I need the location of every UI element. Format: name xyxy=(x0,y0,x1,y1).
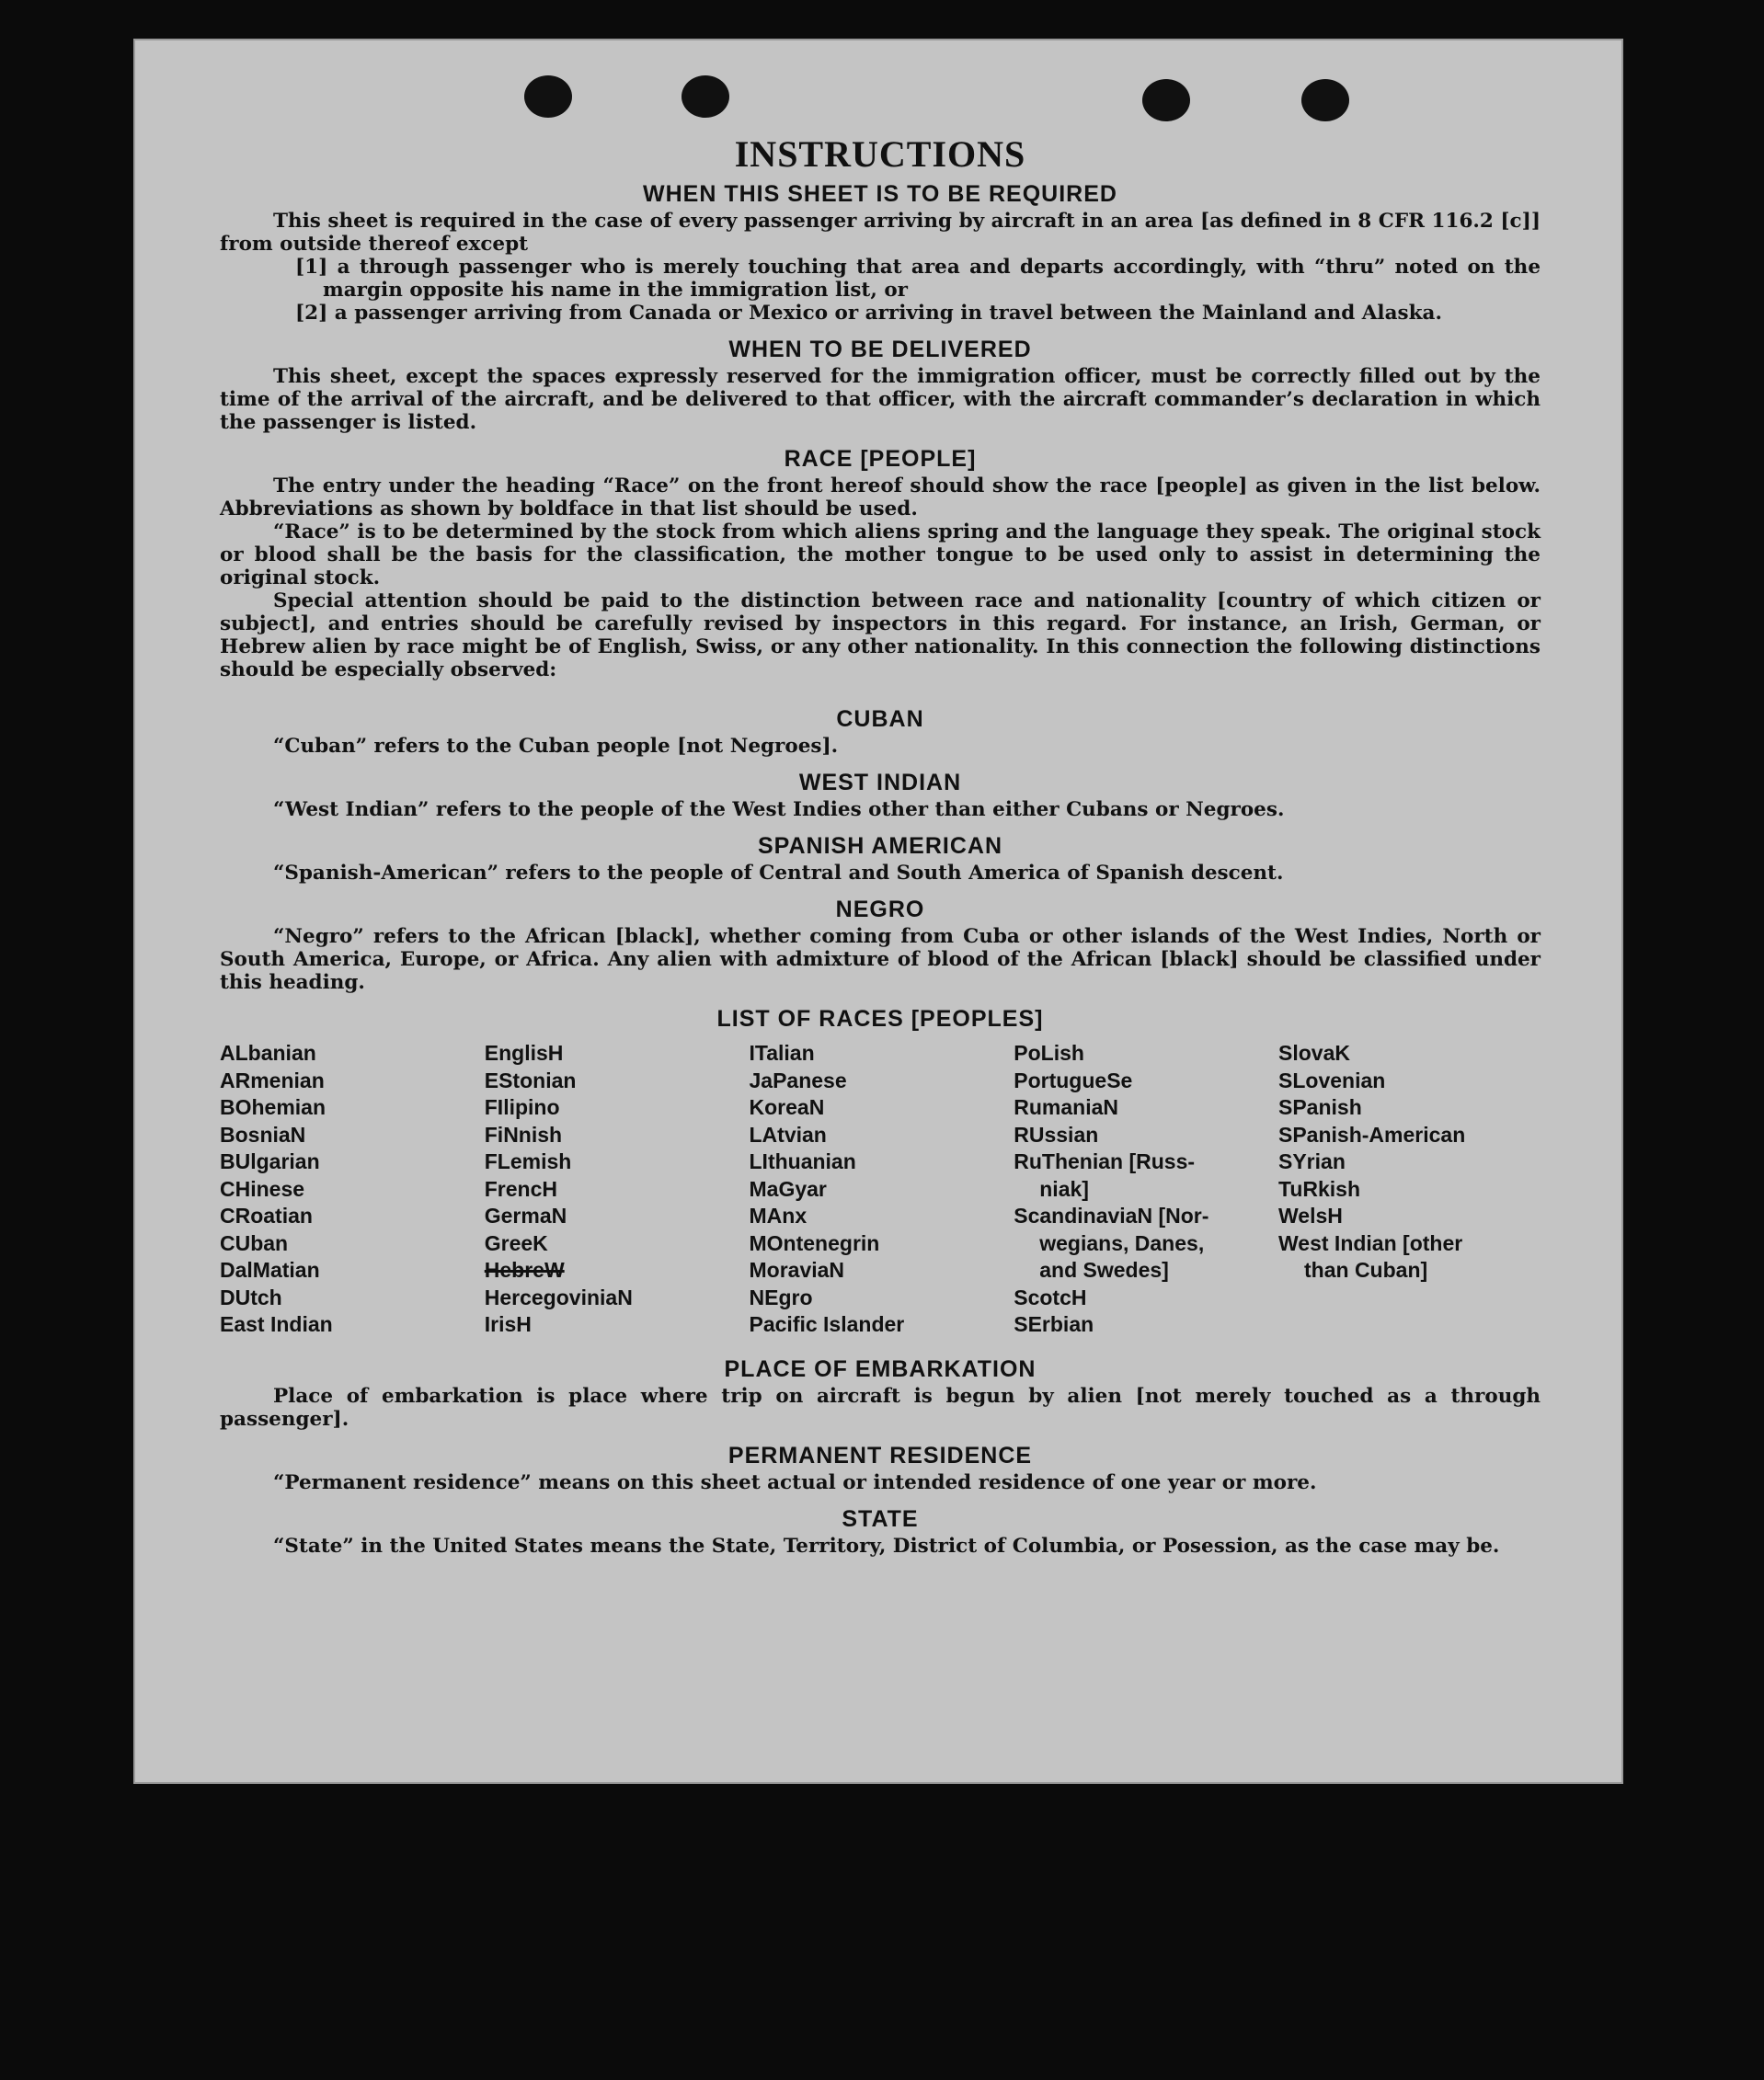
negro-text: “Negro” refers to the African [black], whether coming from Cuba or other islands of the West Indies, North or South America, Europe, or Africa. Any alien with admixture of blood of the African [black] should be classified under this heading. xyxy=(220,925,1541,994)
list-item: TuRkish xyxy=(1278,1176,1361,1201)
page-title: INSTRUCTIONS xyxy=(734,133,1026,175)
heading-when-delivered: WHEN TO BE DELIVERED xyxy=(728,337,1032,362)
races-column-1 xyxy=(220,1040,482,1339)
heading-race: RACE [PEOPLE] xyxy=(784,446,977,472)
when-required-intro: This sheet is required in the case of every passenger arriving by aircraft in an area [as defined in 8 CFR 116.2 [c]] from outside thereof except xyxy=(220,210,1541,256)
document-page xyxy=(133,39,1623,1784)
list-item: Pacific Islander xyxy=(749,1312,905,1336)
list-item: IrisH xyxy=(484,1312,532,1336)
list-item: SYrian xyxy=(1278,1149,1346,1173)
punch-hole xyxy=(524,75,572,118)
list-item: BOhemian xyxy=(220,1095,326,1119)
list-item: SErbian xyxy=(1014,1312,1094,1336)
list-item: East Indian xyxy=(220,1312,333,1336)
race-paragraph-1: The entry under the heading “Race” on the front hereof should show the race [people] as given in the list below. Abbreviations as shown by boldface in that list should be used. xyxy=(220,474,1541,520)
list-item: CUban xyxy=(220,1230,289,1255)
heading-when-required: WHEN THIS SHEET IS TO BE REQUIRED xyxy=(643,181,1117,207)
list-item: GermaN xyxy=(484,1204,567,1228)
list-item: MOntenegrin xyxy=(749,1230,880,1255)
list-item: HercegoviniaN xyxy=(484,1285,633,1309)
list-item: SPanish xyxy=(1278,1095,1362,1119)
races-column-4 xyxy=(1014,1040,1276,1339)
races-list xyxy=(220,1040,1541,1339)
list-item-continuation: niak] xyxy=(1039,1176,1089,1201)
instructions-content xyxy=(220,132,1541,1558)
race-paragraph-2: “Race” is to be determined by the stock from which aliens spring and the language they speak. The original stock or blood shall be the basis for the classification, the mother tongue to be used only to assist in determining the original stock. xyxy=(220,520,1541,589)
list-item-continuation: than Cuban] xyxy=(1304,1258,1428,1282)
when-delivered-text: This sheet, except the spaces expressly reserved for the immigration officer, must be correctly filled out by the time of the arrival of the aircraft, and be delivered to that officer, with the aircraft commander’s declaration in which the passenger is listed. xyxy=(220,365,1541,434)
heading-embarkation: PLACE OF EMBARKATION xyxy=(724,1355,1037,1382)
list-item: WelsH xyxy=(1278,1204,1343,1228)
spanish-american-text: “Spanish-American” refers to the people of Central and South America of Spanish descent. xyxy=(273,862,1284,885)
west-indian-text: “West Indian” refers to the people of the West Indies other than either Cubans or Negroes. xyxy=(273,798,1285,821)
list-item: KoreaN xyxy=(749,1095,825,1119)
list-item: ARmenian xyxy=(220,1068,325,1092)
list-item-continuation: wegians, Danes, xyxy=(1039,1230,1205,1255)
list-item: West Indian [other xyxy=(1278,1230,1463,1255)
list-item: RumaniaN xyxy=(1014,1095,1118,1119)
heading-permanent-residence: PERMANENT RESIDENCE xyxy=(727,1442,1033,1469)
state-text: “State” in the United States means the State, Territory, District of Columbia, or Posession, as the case may be. xyxy=(273,1534,1500,1558)
list-item: CHinese xyxy=(220,1176,305,1201)
list-item: SPanish-American xyxy=(1278,1122,1466,1147)
list-item-continuation: and Swedes] xyxy=(1039,1258,1169,1282)
list-item: RuThenian [Russ- xyxy=(1014,1149,1196,1173)
list-item: LAtvian xyxy=(749,1122,827,1147)
list-item: MAnx xyxy=(749,1204,808,1228)
list-item: CRoatian xyxy=(220,1204,313,1228)
list-item: LIthuanian xyxy=(749,1149,856,1173)
embarkation-text: Place of embarkation is place where trip on aircraft is begun by alien [not merely touched as a through passenger]. xyxy=(220,1384,1541,1431)
list-item: PortugueSe xyxy=(1014,1068,1133,1092)
list-item: FLemish xyxy=(484,1149,572,1173)
list-item: SlovaK xyxy=(1278,1041,1350,1065)
list-item: FiNnish xyxy=(484,1122,563,1147)
list-item: ITalian xyxy=(749,1041,815,1065)
when-required-item-2: [2] a passenger arriving from Canada or Mexico or arriving in travel between the Mainland and Alaska. xyxy=(295,302,1442,325)
list-item: GreeK xyxy=(484,1230,548,1255)
race-paragraph-3: Special attention should be paid to the distinction between race and nationality [country of which citizen or subject], and entries should be carefully revised by inspectors in this regard. For instance, an Irish, German, or Hebrew alien by race might be of English, Swiss, or any other nationality. In this connection the following distinctions should be especially observed: xyxy=(220,589,1541,681)
when-required-item-1: [1] a through passenger who is merely touching that area and departs accordingly, with “thru” noted on the margin opposite his name in the immigration list, or xyxy=(295,256,1541,302)
list-item: BosniaN xyxy=(220,1122,306,1147)
list-item: RUssian xyxy=(1014,1122,1099,1147)
list-item: MoraviaN xyxy=(749,1258,845,1282)
heading-state: STATE xyxy=(842,1505,919,1532)
races-column-5 xyxy=(1278,1040,1541,1339)
list-item: NEgro xyxy=(749,1285,813,1309)
list-item: DUtch xyxy=(220,1285,282,1309)
cuban-text: “Cuban” refers to the Cuban people [not Negroes]. xyxy=(273,735,839,758)
list-item: BUlgarian xyxy=(220,1149,320,1173)
list-item: ALbanian xyxy=(220,1041,316,1065)
punch-hole xyxy=(682,75,729,118)
residence-text: “Permanent residence” means on this sheet actual or intended residence of one year or more. xyxy=(273,1470,1317,1494)
list-item: PoLish xyxy=(1014,1041,1084,1065)
punch-hole xyxy=(1301,79,1349,121)
list-item: EnglisH xyxy=(484,1041,564,1065)
list-item: JaPanese xyxy=(749,1068,847,1092)
list-item: FIlipino xyxy=(484,1095,560,1119)
heading-list-of-races: LIST OF RACES [PEOPLES] xyxy=(716,1006,1044,1032)
list-item: ScotcH xyxy=(1014,1285,1087,1309)
heading-cuban: CUBAN xyxy=(836,706,924,732)
list-item: MaGyar xyxy=(749,1176,827,1201)
list-item: EStonian xyxy=(484,1068,577,1092)
list-item-struck-out: HebreW xyxy=(484,1258,565,1282)
list-item: ScandinaviaN [Nor- xyxy=(1014,1204,1209,1228)
list-item: SLovenian xyxy=(1278,1068,1386,1092)
races-column-3 xyxy=(750,1040,1012,1339)
list-item: FrencH xyxy=(484,1176,557,1201)
heading-negro: NEGRO xyxy=(835,897,925,922)
list-item: DalMatian xyxy=(220,1258,320,1282)
punch-hole xyxy=(1142,79,1190,121)
heading-west-indian: WEST INDIAN xyxy=(798,770,962,795)
races-column-2 xyxy=(485,1040,747,1339)
heading-spanish-american: SPANISH AMERICAN xyxy=(757,833,1002,859)
